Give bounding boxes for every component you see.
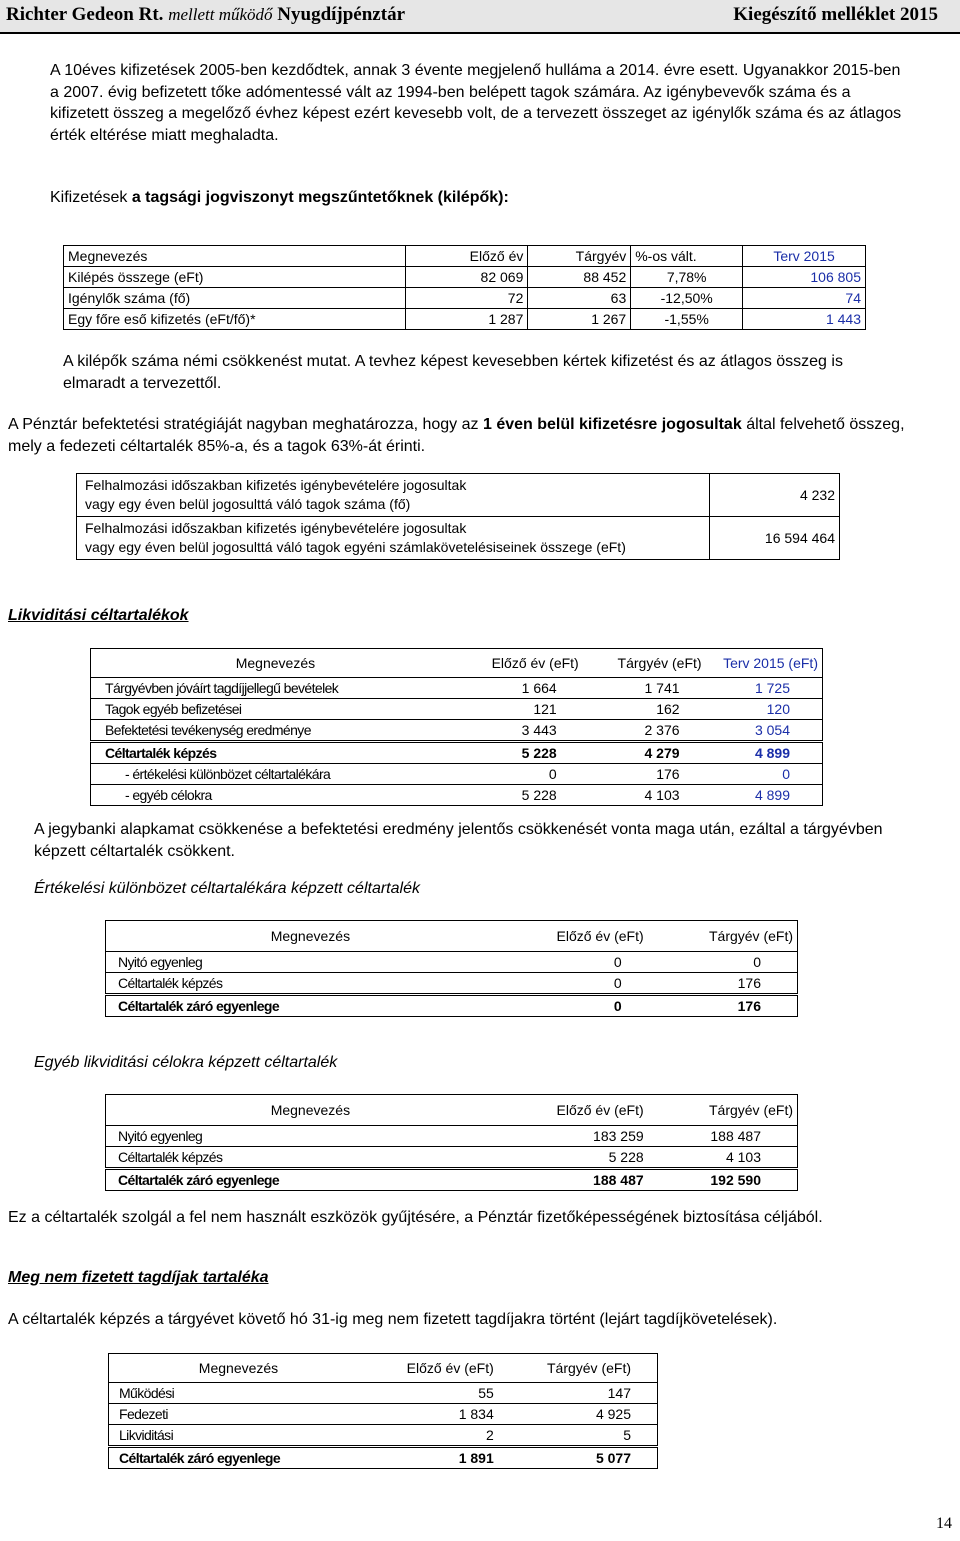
row-label-line2: vagy egy éven belül jogosulttá váló tagok egyéni számlakövetelésiseinek összege (eFt) bbox=[85, 539, 626, 555]
cell-prev: 121 bbox=[460, 699, 583, 720]
row-label bbox=[77, 517, 710, 560]
cell-prev: 55 bbox=[368, 1383, 498, 1404]
cell-plan: 0 bbox=[706, 764, 823, 785]
cell-prev: 82 069 bbox=[405, 267, 528, 288]
col-header: Megnevezés bbox=[91, 649, 460, 678]
cell-curr: 5 077 bbox=[595, 1450, 631, 1466]
cell-plan: 1 725 bbox=[706, 678, 823, 699]
row-label: Céltartalék záró egyenlege bbox=[119, 1450, 281, 1466]
kilepok-heading-bold: a tagsági jogviszonyt megszűntetőknek (kilépők): bbox=[131, 189, 509, 206]
col-header: Tárgyév (eFt) bbox=[648, 921, 798, 952]
cell-change: -12,50% bbox=[631, 288, 743, 309]
row-label: Működési bbox=[109, 1383, 368, 1404]
table-row bbox=[91, 678, 823, 699]
cell-plan: 106 805 bbox=[743, 267, 866, 288]
col-header: %-os vált. bbox=[631, 246, 743, 267]
col-header: Megnevezés bbox=[64, 246, 406, 267]
cell-curr: 4 279 bbox=[583, 742, 706, 764]
intro-paragraph: A 10éves kifizetések 2005-ben kezdődtek, annak 3 évente megjelenő hulláma a 2014. évre esett. Ugyanakkor 2015-ben a 2007. évig befizetett tőke adómentessé vált az 1994-ben belépett tagok számára. Az igénybevevők száma és a kifizetett összeg a megelőző évhez képest ezért kevesebb volt, de a tervezett összeget az igénylők száma és az átlagos érték eltérése miatt meghaladta. bbox=[50, 62, 902, 144]
col-header: Előző év (eFt) bbox=[515, 1095, 648, 1126]
cell-value: 16 594 464 bbox=[710, 517, 840, 560]
cell-plan: 120 bbox=[706, 699, 823, 720]
row-label: Céltartalék záró egyenlege bbox=[118, 1172, 280, 1188]
cell-plan: 4 899 bbox=[706, 742, 823, 764]
col-header: Megnevezés bbox=[109, 1354, 368, 1383]
kilepok-heading-plain: Kifizetések bbox=[50, 189, 128, 206]
table-header-row bbox=[64, 246, 866, 267]
cell-change: -1,55% bbox=[631, 309, 743, 330]
cell-plan: 3 054 bbox=[706, 720, 823, 742]
table-row bbox=[106, 973, 798, 995]
tagdij-heading: Meg nem fizetett tagdíjak tartaléka bbox=[8, 1269, 269, 1286]
table-row bbox=[91, 699, 823, 720]
table-row bbox=[91, 720, 823, 742]
col-header: Előző év (eFt) bbox=[368, 1354, 498, 1383]
table-row bbox=[91, 785, 823, 806]
strategy-text-bold: 1 éven belül kifizetésre jogosultak bbox=[482, 416, 742, 433]
row-label: - egyéb célokra bbox=[125, 787, 212, 803]
cell-curr: 1 267 bbox=[528, 309, 631, 330]
table-header-row bbox=[91, 649, 823, 678]
cell-curr: 176 bbox=[648, 973, 798, 995]
cell-curr: 4 103 bbox=[644, 787, 680, 803]
strategy-text-after: által felvehető összeg, mely a fedezeti céltartalék 85%-a, és a tagok 63%-át érinti. bbox=[8, 416, 905, 455]
row-label-line2: vagy egy éven belül jogosulttá váló tagok száma (fő) bbox=[85, 496, 411, 512]
page-number: 14 bbox=[936, 1515, 952, 1532]
row-label: Céltartalék képzés bbox=[106, 1147, 515, 1169]
table-row bbox=[64, 309, 866, 330]
cell-prev: 183 259 bbox=[515, 1126, 648, 1147]
egyeb-table bbox=[105, 1094, 798, 1191]
row-label: Tárgyévben jóváírt tagdíjjellegű bevételek bbox=[91, 678, 460, 699]
egyeb-note: Ez a céltartalék szolgál a fel nem használt eszközök gyűjtésére, a Pénztár fizetőképességének biztosítása céljából. bbox=[8, 1209, 823, 1226]
tagdij-intro: A céltartalék képzés a tárgyévet követő hó 31-ig meg nem fizetett tagdíjakra történt (lejárt tagdíjkövetelések). bbox=[8, 1311, 778, 1328]
table-row bbox=[64, 288, 866, 309]
cell-curr: 63 bbox=[528, 288, 631, 309]
table-header-row bbox=[109, 1354, 658, 1383]
cell-prev: 5 228 bbox=[515, 1147, 648, 1169]
cell-prev: 1 834 bbox=[368, 1404, 498, 1425]
row-label: Céltartalék záró egyenlege bbox=[118, 998, 280, 1014]
cell-curr: 1 741 bbox=[583, 678, 706, 699]
table-row bbox=[64, 267, 866, 288]
tagdij-table bbox=[108, 1353, 658, 1469]
cell-prev: 188 487 bbox=[593, 1172, 644, 1188]
cell-curr: 188 487 bbox=[648, 1126, 798, 1147]
strategy-text-before: A Pénztár befektetési stratégiáját nagyban meghatározza, hogy az bbox=[8, 416, 479, 433]
cell-curr: 192 590 bbox=[710, 1172, 761, 1188]
header-org: Richter Gedeon Rt. bbox=[6, 4, 164, 25]
row-label: Befektetési tevékenység eredménye bbox=[91, 720, 460, 742]
col-header: Megnevezés bbox=[106, 1095, 515, 1126]
col-header: Tárgyév (eFt) bbox=[583, 649, 706, 678]
col-header: Terv 2015 (eFt) bbox=[706, 649, 823, 678]
row-label: Likviditási bbox=[109, 1425, 368, 1447]
row-label: Nyitó egyenleg bbox=[106, 952, 515, 973]
row-label: Céltartalék képzés bbox=[106, 973, 515, 995]
cell-plan: 1 443 bbox=[743, 309, 866, 330]
cell-curr: 2 376 bbox=[583, 720, 706, 742]
row-label bbox=[77, 474, 710, 517]
cell-curr: 0 bbox=[648, 952, 798, 973]
header-title: Kiegészítő melléklet 2015 bbox=[733, 4, 938, 25]
row-label: Tagok egyéb befizetései bbox=[91, 699, 460, 720]
col-header: Tárgyév (eFt) bbox=[648, 1095, 798, 1126]
cell-curr: 4 103 bbox=[648, 1147, 798, 1169]
kilepok-note: A kilépők száma némi csökkenést mutat. A tevhez képest kevesebben kértek kifizetést és az átlagos összeg is elmaradt a tervezettől. bbox=[63, 353, 843, 392]
col-header: Előző év bbox=[405, 246, 528, 267]
row-label: Igénylők száma (fő) bbox=[64, 288, 406, 309]
cell-plan: 4 899 bbox=[754, 787, 790, 803]
cell-prev: 5 228 bbox=[521, 787, 557, 803]
row-label: Céltartalék képzés bbox=[91, 742, 460, 764]
table-row bbox=[106, 1126, 798, 1147]
col-header: Tárgyév bbox=[528, 246, 631, 267]
cell-curr: 162 bbox=[583, 699, 706, 720]
row-label: Nyitó egyenleg bbox=[106, 1126, 515, 1147]
cell-prev: 5 228 bbox=[460, 742, 583, 764]
table-header-row bbox=[106, 921, 798, 952]
cell-plan: 74 bbox=[743, 288, 866, 309]
col-header: Tárgyév (eFt) bbox=[498, 1354, 658, 1383]
cell-curr: 4 925 bbox=[498, 1404, 658, 1425]
col-header: Előző év (eFt) bbox=[515, 921, 648, 952]
table-row bbox=[91, 742, 823, 764]
cell-curr: 176 bbox=[737, 998, 761, 1014]
cell-curr: 5 bbox=[498, 1425, 658, 1447]
table-row bbox=[106, 995, 798, 1017]
cell-curr: 88 452 bbox=[528, 267, 631, 288]
strategy-paragraph bbox=[8, 414, 928, 457]
cell-prev: 1 287 bbox=[405, 309, 528, 330]
table-header-row bbox=[106, 1095, 798, 1126]
header-org-italic: mellett működő bbox=[168, 5, 273, 24]
row-label-line1: Felhalmozási időszakban kifizetés igénybevételére jogosultak bbox=[85, 520, 467, 536]
cell-value: 4 232 bbox=[710, 474, 840, 517]
header-fund: Nyugdíjpénztár bbox=[277, 4, 406, 25]
ertekelesi-table bbox=[105, 920, 798, 1017]
table-row bbox=[109, 1404, 658, 1425]
cell-prev: 0 bbox=[613, 998, 622, 1014]
likviditasi-heading: Likviditási céltartalékok bbox=[8, 607, 189, 624]
table-row bbox=[77, 517, 840, 560]
cell-prev: 0 bbox=[515, 973, 648, 995]
header-left bbox=[6, 4, 405, 26]
cell-prev: 2 bbox=[368, 1425, 498, 1447]
cell-prev: 1 891 bbox=[458, 1450, 494, 1466]
jogosultak-table bbox=[76, 473, 840, 560]
table-row bbox=[106, 952, 798, 973]
row-label: Fedezeti bbox=[109, 1404, 368, 1425]
table-row bbox=[106, 1169, 798, 1191]
table-row bbox=[106, 1147, 798, 1169]
egyeb-heading: Egyéb likviditási célokra képzett céltartalék bbox=[34, 1054, 338, 1071]
cell-prev: 0 bbox=[460, 764, 583, 785]
col-header: Megnevezés bbox=[106, 921, 515, 952]
cell-curr: 147 bbox=[498, 1383, 658, 1404]
table-row bbox=[77, 474, 840, 517]
row-label: Kilépés összege (eFt) bbox=[64, 267, 406, 288]
cell-prev: 1 664 bbox=[460, 678, 583, 699]
page-header bbox=[0, 0, 960, 34]
cell-prev: 3 443 bbox=[460, 720, 583, 742]
table-row bbox=[109, 1447, 658, 1469]
cell-change: 7,78% bbox=[631, 267, 743, 288]
table-row bbox=[91, 764, 823, 785]
col-header: Terv 2015 bbox=[743, 246, 866, 267]
row-label: Egy főre eső kifizetés (eFt/fő)* bbox=[64, 309, 406, 330]
cell-curr: 176 bbox=[583, 764, 706, 785]
ertekelesi-heading: Értékelési különbözet céltartalékára képzett céltartalék bbox=[34, 880, 420, 897]
cell-prev: 0 bbox=[515, 952, 648, 973]
likviditasi-table bbox=[90, 648, 823, 806]
table-row bbox=[109, 1383, 658, 1404]
row-label: - értékelési különbözet céltartalékára bbox=[91, 764, 460, 785]
col-header: Előző év (eFt) bbox=[460, 649, 583, 678]
kilepok-table bbox=[63, 245, 866, 330]
likviditasi-note: A jegybanki alapkamat csökkenése a befektetési eredmény jelentős csökkenését vonta maga után, ezáltal a tárgyévben képzett céltartalék csökkent. bbox=[34, 821, 883, 860]
table-row bbox=[109, 1425, 658, 1447]
row-label-line1: Felhalmozási időszakban kifizetés igénybevételére jogosultak bbox=[85, 477, 467, 493]
kilepok-heading bbox=[50, 187, 509, 209]
cell-prev: 72 bbox=[405, 288, 528, 309]
